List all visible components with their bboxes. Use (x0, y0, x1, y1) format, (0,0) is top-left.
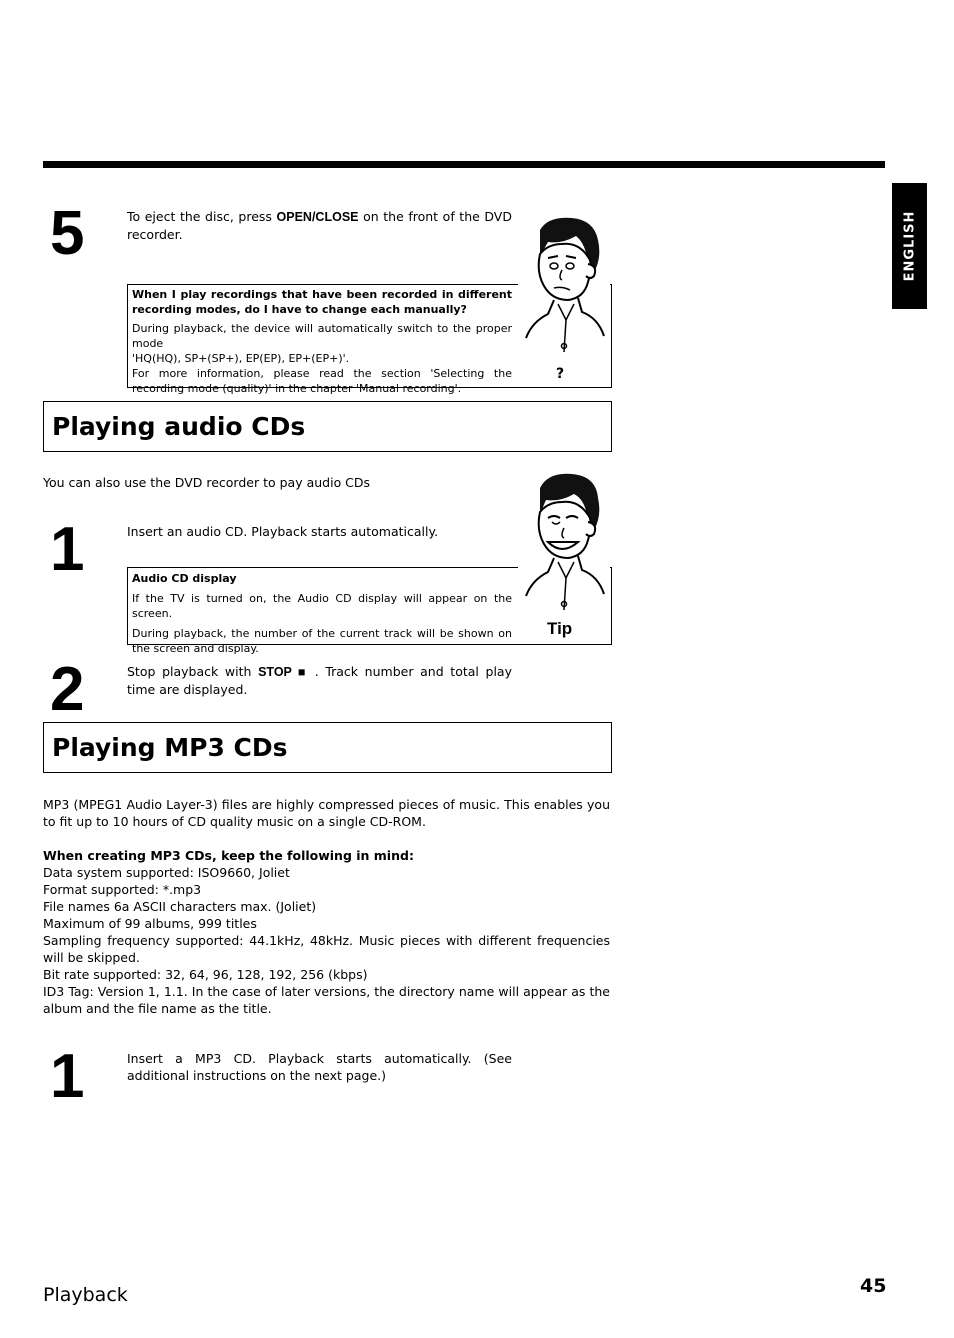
faq-content (132, 287, 512, 396)
mp3-step-1-text: Insert a MP3 CD. Playback starts automatically. (See additional instructions on the next page.) (127, 1051, 512, 1083)
page-number: 45 (860, 1275, 887, 1297)
step-5-text: To eject the disc, press OPEN/CLOSE on the front of the DVD recorder. (127, 209, 512, 242)
language-tab-label: ENGLISH (902, 210, 917, 282)
faq-answer-1: During playback, the device will automatically switch to the proper mode (132, 322, 512, 350)
footer-section-name: Playback (43, 1284, 128, 1306)
list-item: Bit rate supported: 32, 64, 96, 128, 192, 256 (kbps) (43, 967, 368, 982)
faq-marker: ? (556, 366, 565, 382)
step-number-5: 5 (50, 199, 85, 268)
section-title-audio-cds: Playing audio CDs (43, 401, 612, 452)
tip-line-1: If the TV is turned on, the Audio CD display will appear on the screen. (132, 592, 512, 620)
thinking-man-illustration (518, 214, 610, 356)
mp3-intro: MP3 (MPEG1 Audio Layer-3) files are highly compressed pieces of music. This enables you to fit up to 10 hours of CD quality music on a single CD-ROM. (43, 797, 610, 829)
list-item: Format supported: *.mp3 (43, 882, 202, 897)
audio-step-1-text: Insert an audio CD. Playback starts automatically. (127, 524, 439, 539)
step-number-1-audio: 1 (50, 515, 85, 584)
step-number-1-mp3: 1 (50, 1042, 85, 1111)
list-item: Sampling frequency supported: 44.1kHz, 48kHz. Music pieces with different frequencies will be skipped. (43, 933, 610, 965)
section-title-mp3-cds: Playing MP3 CDs (43, 722, 612, 773)
mp3-list-heading: When creating MP3 CDs, keep the following in mind: (43, 848, 414, 863)
top-rule (43, 161, 885, 168)
faq-modes: 'HQ(HQ), SP+(SP+), EP(EP), EP+(EP+)'. (132, 352, 350, 365)
mp3-requirements (43, 847, 610, 1017)
faq-question: When I play recordings that have been recorded in different recording modes, do I have to change each manually? (132, 288, 512, 316)
list-item: Data system supported: ISO9660, Joliet (43, 865, 290, 880)
tip-label: Tip (547, 619, 573, 638)
list-item: File names 6a ASCII characters max. (Joliet) (43, 899, 317, 914)
audio-step-2-text: Stop playback with STOP ■ . Track number and total play time are displayed. (127, 664, 512, 697)
tip-title: Audio CD display (132, 572, 237, 585)
tip-man-illustration (518, 470, 610, 612)
tip-line-2: During playback, the number of the current track will be shown on the screen and display. (132, 627, 512, 655)
tip-content (132, 571, 512, 656)
language-tab (892, 183, 927, 309)
list-item: Maximum of 99 albums, 999 titles (43, 916, 257, 931)
open-close-key: OPEN/CLOSE (276, 210, 359, 224)
list-item: ID3 Tag: Version 1, 1.1. In the case of later versions, the directory name will appear as the album and the file name as the title. (43, 984, 610, 1016)
audio-intro: You can also use the DVD recorder to pay audio CDs (43, 475, 371, 490)
stop-key: STOP ■ (258, 665, 309, 679)
step-number-2-audio: 2 (50, 655, 85, 724)
faq-answer-2: For more information, please read the section 'Selecting the recording mode (quality)' in the chapter 'Manual recording'. (132, 367, 512, 395)
